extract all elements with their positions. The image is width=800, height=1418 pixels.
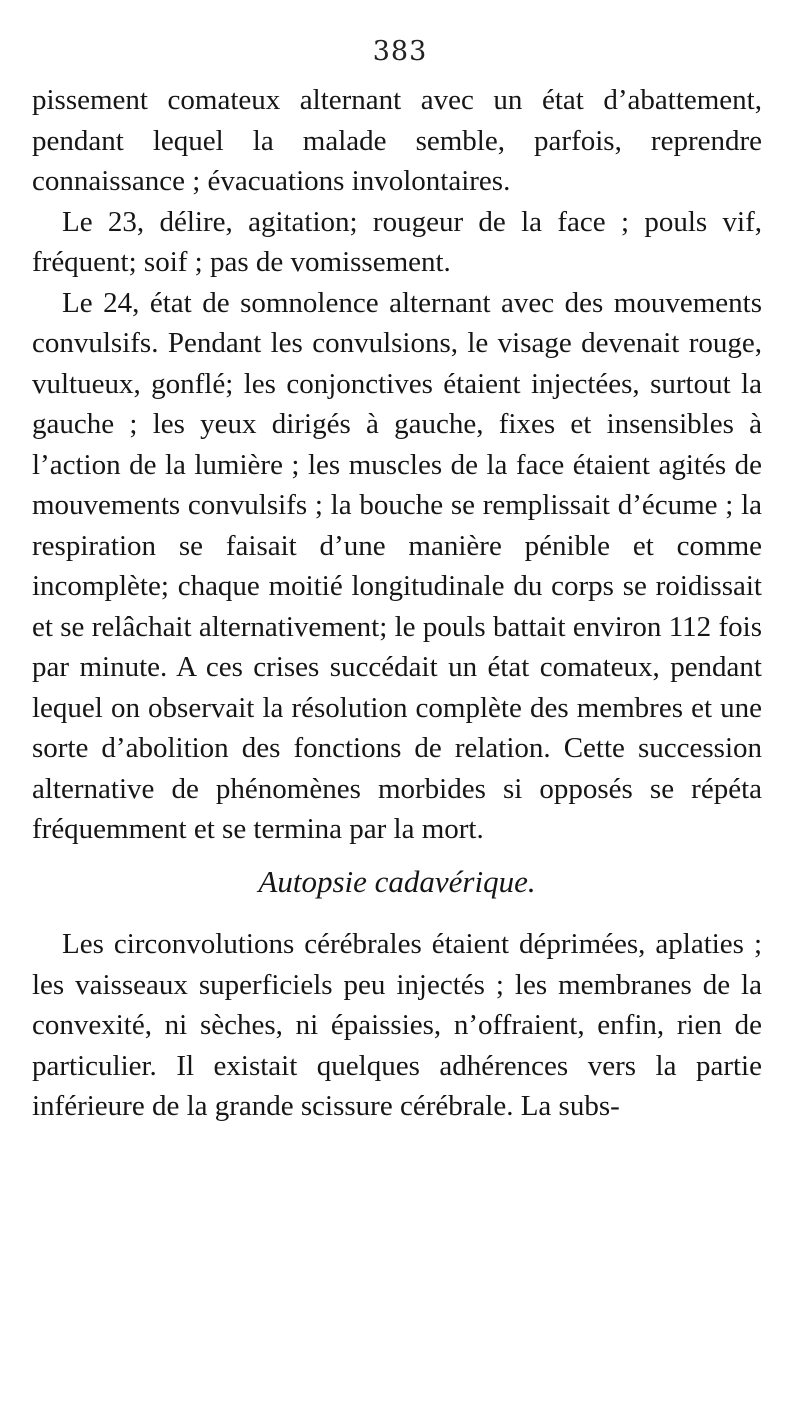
page-number: 383 <box>372 36 428 67</box>
section-heading: Autopsie cadavérique. <box>258 863 536 899</box>
paragraph-autopsy: Les circonvolutions cérébrales étaient déprimées, aplaties ; les vaisseaux superficiels peu injectés ; les membranes de la convexité, ni sèches, ni épaissies, n’offraient, enfin, rien de particulier. Il existait quelques adhérences vers la partie inférieure de la grande scissure cérébrale. La subs- <box>32 928 762 1122</box>
paragraph-day-23: Le 23, délire, agitation; rougeur de la face ; pouls vif, fréquent; soif ; pas de vomissement. <box>32 205 762 278</box>
paragraph-continuation: pissement comateux alternant avec un état d’abattement, pendant lequel la malade semble, parfois, reprendre connaissance ; évacuations involontaires. <box>32 84 762 197</box>
body-text <box>32 80 762 1127</box>
paragraph-day-24: Le 24, état de somnolence alternant avec des mouvements convulsifs. Pendant les convulsions, le visage devenait rouge, vultueux, gonflé; les conjonctives étaient injectées, surtout la gauche ; les yeux dirigés à gauche, fixes et insensibles à l’action de la lumière ; les muscles de la face étaient agités de mouvements convulsifs ; la bouche se remplissait d’écume ; la respiration se faisait d’une manière pénible et comme incomplète; chaque moitié longitudinale du corps se roidissait et se relâchait alternativement; le pouls battait environ 112 fois par minute. A ces crises succédait un état comateux, pendant lequel on observait la résolution complète des membres et une sorte d’abolition des fonctions de relation. Cette succession alternative de phénomènes morbides si opposés se répéta fréquemment et se termina par la mort. <box>32 286 762 845</box>
